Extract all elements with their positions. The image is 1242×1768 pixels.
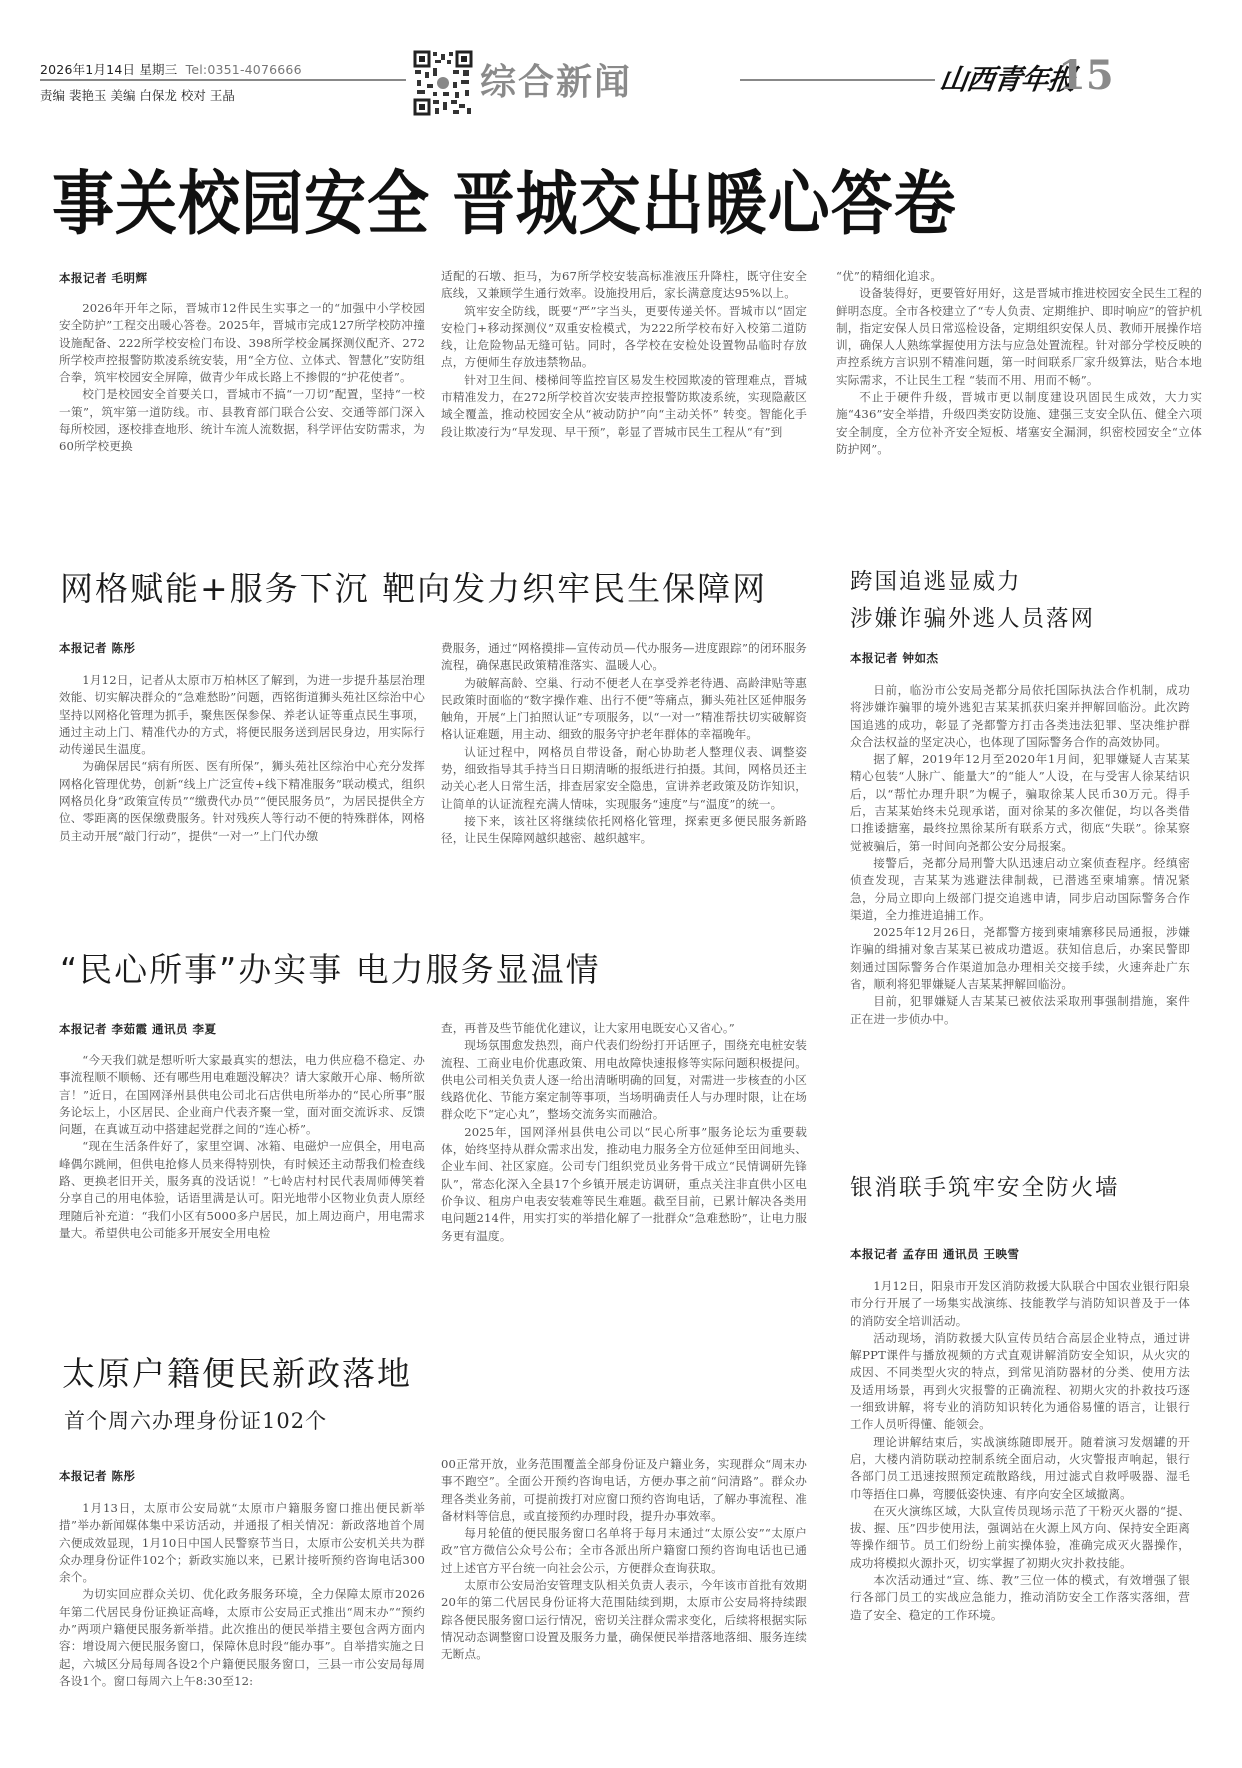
paragraph: 本次活动通过“宣、练、教”三位一体的模式，有效增强了银行各部门员工的实战应急能力，推动消防安全工作落实落细，营造了安全、稳定的工作环境。 <box>850 1573 1190 1622</box>
article-headline-campus-safety: 事关校园安全 晋城交出暖心答卷 <box>52 162 957 245</box>
paragraph: 校门是校园安全首要关口，晋城市不搞“一刀切”配置，坚持“一校一策”，筑牢第一道防线。市、县教育部门联合公安、交通等部门深入每所校园，逐校排查地形、统计车流人流数据，科学评估安防需求，为60所学校更换 <box>59 387 425 454</box>
article-column <box>59 672 425 845</box>
paragraph: 2026年开年之际，晋城市12件民生实事之一的“加强中小学校园安全防护”工程交出暖心答卷。2025年，晋城市完成127所学校防冲撞设施配备、222所学校安检门布设、398所学校金属探测仪配齐、272所学校声控报警防欺凌系统安装，用“全方位、立体式、智慧化”安防组合拳，筑牢校园安全屏障，做青少年成长路上不掺假的“护花使者”。 <box>59 301 425 385</box>
paragraph: 设备装得好，更要管好用好，这是晋城市推进校园安全民生工程的鲜明态度。全市各校建立了“专人负责、定期维护、即时响应”的管护机制，指定安保人员日常巡检设备，定期组织安保人员、教师开展操作培训，确保人人熟练掌握使用方法与应急处置流程。针对部分学校反映的声控系统方言识别不精准问题，第一时间联系厂家升级算法，贴合本地实际需求，不让民生工程 “装而不用、用而不畅”。 <box>836 286 1202 387</box>
issue-date-text: 2026年1月14日 星期三 <box>40 62 178 77</box>
article-headline-bank-fire-safety: 银消联手筑牢安全防火墙 <box>850 1175 1120 1201</box>
byline-electric-service: 本报记者 李茹霞 通讯员 李夏 <box>59 1022 217 1036</box>
headline-line: 涉嫌诈骗外逃人员落网 <box>850 606 1096 632</box>
masthead-rule-left <box>40 79 406 81</box>
article-column <box>441 640 807 848</box>
paragraph: 1月12日，阳泉市开发区消防救援大队联合中国农业银行阳泉市分行开展了一场集实战演练、技能教学与消防知识普及于一体的消防安全培训活动。 <box>850 1279 1190 1328</box>
paragraph: 现场氛围愈发热烈，商户代表们纷纷打开话匣子，围绕充电桩安装流程、工商业电价优惠政策、用电故障快速报修等实际问题积极提问。供电公司相关负责人逐一给出清晰明确的回复，对需进一步核查的小区线路优化、节能方案定制等事项，当场明确责任人与办理时限，让在场群众吃下“定心丸”，整场交流务实而融洽。 <box>441 1038 807 1122</box>
byline-household-registration: 本报记者 陈彤 <box>59 1469 136 1483</box>
paragraph: 理论讲解结束后，实战演练随即展开。随着演习发烟罐的开启，大楼内消防联动控制系统全面启动，火灾警报声响起，银行各部门员工迅速按照预定疏散路线，用过滤式自救呼吸器、湿毛巾等捂住口鼻，弯腰低姿快速、有序向安全区域撤离。 <box>850 1434 1190 1501</box>
byline-bank-fire-safety: 本报记者 孟存田 通讯员 王映雪 <box>850 1247 1020 1261</box>
article-headline-household-registration: 太原户籍便民新政落地 <box>62 1354 412 1393</box>
article-column <box>441 1020 807 1245</box>
byline-grid-service: 本报记者 陈彤 <box>59 641 136 655</box>
paragraph: 适配的石墩、拒马，为67所学校安装高标准液压升降柱，既守住安全底线，又兼顾学生通行效率。设施投用后，家长满意度达95%以上。 <box>441 269 807 301</box>
paragraph: 接警后，尧都分局刑警大队迅速启动立案侦查程序。经缜密侦查发现，吉某某为逃避法律制裁，已潜逃至柬埔寨。情况紧急，分局立即向上级部门提交追逃申请，同步启动国际警务合作渠道，全力推进追捕工作。 <box>850 855 1190 922</box>
article-column <box>836 268 1202 458</box>
article-column <box>441 1456 807 1664</box>
paragraph: 2025年12月26日，尧都警方接到柬埔寨移民局通报，涉嫌诈骗的缉捕对象吉某某已被成功遣返。获知信息后，办案民警即刻通过国际警务合作渠道加急办理相关交接手续，火速奔赴广东省，顺利将犯罪嫌疑人吉某某押解回临汾。 <box>850 925 1190 992</box>
paragraph: 日前，临汾市公安局尧都分局依托国际执法合作机制，成功将涉嫌诈骗罪的境外逃犯吉某某抓获归案并押解回临汾。此次跨国追逃的成功，彰显了尧都警方打击各类违法犯罪、坚决维护群众合法权益的坚定决心，也体现了国际警务合作的高效协同。 <box>850 683 1190 749</box>
paragraph: 1月12日，记者从太原市万柏林区了解到，为进一步提升基层治理效能、切实解决群众的“急难愁盼”问题，西铭街道狮头苑社区综治中心坚持以网格化管理为抓手，聚焦医保参保、养老认证等重点民生事项，通过主动上门、精准代办的方式，将便民服务送到居民身边，用实际行动传递民生温度。 <box>59 673 425 757</box>
paragraph: 2025年，国网泽州县供电公司以“民心所事”服务论坛为重要载体，始终坚持从群众需求出发，推动电力服务全方位延伸至田间地头、企业车间、社区家庭。公司专门组织党员业务骨干成立“民情调研先锋队”，常态化深入全县17个乡镇开展走访调研，重点关注非直供小区电价争议、租房户电表安装难等民生难题。截至目前，已累计解决各类用电问题214件，用实打实的举措化解了一批群众“急难愁盼”，让电力服务更有温度。 <box>441 1124 807 1243</box>
phone-number: Tel:0351-4076666 <box>185 62 302 77</box>
paragraph: 查，再普及些节能优化建议，让大家用电既安心又省心。” <box>441 1021 735 1035</box>
article-headline-electric-service: “民心所事”办实事 电力服务显温情 <box>60 950 601 989</box>
article-subheadline: 首个周六办理身份证102个 <box>64 1409 328 1433</box>
paragraph: “优”的精细化追求。 <box>836 269 943 283</box>
editor-credits: 责编 裴艳玉 美编 白保龙 校对 王晶 <box>40 88 235 103</box>
paragraph: 为确保居民“病有所医、医有所保”，狮头苑社区综治中心充分发挥网格化管理优势，创新“线上广泛宣传+线下精准服务”联动模式，组织网格员化身“政策宣传员”“缴费代办员”“便民服务员”，为居民提供全方位、零距离的医保缴费服务。针对残疾人等行动不便的特殊群体，网格员主动开展“敲门行动”，提供“一对一”上门代办缴 <box>59 759 425 843</box>
article-headline-cross-border-fugitive <box>850 564 1095 638</box>
paragraph: 目前，犯罪嫌疑人吉某某已被依法采取刑事强制措施，案件正在进一步侦办中。 <box>850 994 1190 1026</box>
masthead-rule-right <box>740 79 935 81</box>
byline-cross-border-fugitive: 本报记者 钟如杰 <box>850 651 939 665</box>
paragraph: 每月轮值的便民服务窗口名单将于每月末通过“太原公安”“太原户政”官方微信公众号公布；全市各派出所户籍窗口预约咨询电话也已通过上述官方平台统一向社会公示，方便群众查询获取。 <box>441 1526 807 1575</box>
paragraph: 不止于硬件升级，晋城市更以制度建设巩固民生成效，大力实施“436”安全举措，升级四类安防设施、建强三支安全队伍、健全六项安全制度，全方位补齐安全短板、堵塞安全漏洞，织密校园安全“立体防护网”。 <box>836 390 1202 456</box>
qr-code-icon[interactable] <box>413 48 473 118</box>
article-column <box>59 300 425 456</box>
article-column <box>59 1500 425 1690</box>
paragraph: “现在生活条件好了，家里空调、冰箱、电磁炉一应俱全，用电高峰偶尔跳闸，但供电抢修人员来得特别快，有时候还主动帮我们检查线路、更换老旧开关，服务真的没话说！”七岭店村村民代表周师傅笑着分享自己的用电体验，话语里满是认可。阳光地带小区物业负责人原经理随后补充道：“我们小区有5000多户居民，加上周边商户，用电需求量大。希望供电公司能多开展安全用电检 <box>59 1139 425 1240</box>
newspaper-logo: 山西青年报 <box>937 63 1078 96</box>
paragraph: 为破解高龄、空巢、行动不便老人在享受养老待遇、高龄津贴等惠民政策时面临的“数字操作难、出行不便”等痛点，狮头苑社区延伸服务触角，开展“上门拍照认证”专项服务，以“一对一”精准帮扶切实破解资格认证难题，用主动、细致的服务守护老年群体的幸福晚年。 <box>441 675 807 742</box>
paragraph: 在灭火演练区域，大队宣传员现场示范了干粉灭火器的“提、拔、握、压”四步使用法，强调站在火源上风方向、保持安全距离等操作细节。员工们纷纷上前实操体验，准确完成灭火器操作，成功将模拟火源扑灭，切实掌握了初期火灾扑救技能。 <box>850 1503 1190 1570</box>
article-headline-grid-service: 网格赋能+服务下沉 靶向发力织牢民生保障网 <box>60 569 768 608</box>
article-column <box>59 1052 425 1242</box>
byline-campus-safety: 本报记者 毛明辉 <box>59 271 148 285</box>
paragraph: 认证过程中，网格员自带设备，耐心协助老人整理仪表、调整姿势，细致指导其手持当日日期清晰的报纸进行拍摄。其间，网格员还主动关心老人日常生活，排查居家安全隐患，宣讲养老政策及防诈知识，让简单的认证流程充满人情味，实现服务“速度”与“温度”的统一。 <box>441 744 807 811</box>
paragraph: 针对卫生间、楼梯间等监控盲区易发生校园欺凌的管理难点，晋城市精准发力，在272所学校首次安装声控报警防欺凌系统，实现隐蔽区域全覆盖，推动校园安全从“被动防护”向“主动关怀” 转变。智能化手段让欺凌行为“早发现、早干预”，彰显了晋城市民生工程从“有”到 <box>441 372 807 439</box>
paragraph: 接下来，该社区将继续依托网格化管理，探索更多便民服务新路径，让民生保障网越织越密、越织越牢。 <box>441 813 807 846</box>
paragraph: 为切实回应群众关切、优化政务服务环境，全力保障太原市2026年第二代居民身份证换证高峰，太原市公安局正式推出“周末办”“预约办”两项户籍便民服务新举措。此次推出的便民举措主要包含两方面内容：增设周六便民服务窗口，保障休息时段“能办事”。自举措实施之日起，六城区分局每周各设2个户籍便民服务窗口，三县一市公安局每周各设1个。窗口每周六上午8:30至12: <box>59 1587 425 1688</box>
section-title: 综合新闻 <box>480 61 633 103</box>
article-column <box>850 1278 1190 1624</box>
paragraph: 活动现场，消防救援大队宣传员结合高层企业特点，通过讲解PPT课件与播放视频的方式直观讲解消防安全知识，从火灾的成因、不同类型火灾的特点，到常见消防器材的分类、使用方法及适用场景，再到火灾报警的正确流程、初期火灾的扑救技巧逐一细致讲解，将专业的消防知识转化为通俗易懂的语言，让银行工作人员听得懂、能领会。 <box>850 1330 1190 1432</box>
page-number: 15 <box>1058 52 1114 99</box>
paragraph: “今天我们就是想听听大家最真实的想法，电力供应稳不稳定、办事流程顺不顺畅、还有哪些用电难题没解决？请大家敞开心扉、畅所欲言！”近日，在国网泽州县供电公司北石店供电所举办的“民心所事”服务论坛上，小区居民、企业商户代表齐聚一堂，面对面交流诉求、反馈问题，在真诚互动中搭建起党群之间的“连心桥”。 <box>59 1053 425 1137</box>
article-column <box>850 682 1190 1028</box>
paragraph: 据了解，2019年12月至2020年1月间，犯罪嫌疑人吉某某精心包装“人脉广、能量大”的“能人”人设，在与受害人徐某结识后，以“帮忙办理升职”为幌子，骗取徐某人民币30万元。得手后，吉某某始终未兑现承诺，面对徐某的多次催促，均以各类借口推诿搪塞，最终拉黑徐某所有联系方式，彻底“失联”。徐某察觉被骗后，第一时间向尧都公安分局报案。 <box>850 752 1190 853</box>
paragraph: 费服务，通过“网格摸排—宣传动员—代办服务—进度跟踪”的闭环服务流程，确保惠民政策精准落实、温暖人心。 <box>441 641 807 673</box>
paragraph: 00正常开放，业务范围覆盖全部身份证及户籍业务，实现群众“周末办事不跑空”。全面公开预约咨询电话，方便办事之前“问清路”。群众办理各类业务前，可提前拨打对应窗口预约咨询电话，了解办事流程、准备材料等信息，或直接预约办理时段，提升办事效率。 <box>441 1457 807 1523</box>
paragraph: 1月13日，太原市公安局就“太原市户籍服务窗口推出便民新举措”举办新闻媒体集中采访活动，并通报了相关情况：新政落地首个周六便成效显现，1月10日中国人民警察节当日，太原市公安机关共为群众办理身份证件102个；新政实施以来，已累计接听预约咨询电话300余个。 <box>59 1501 425 1585</box>
headline-line: 跨国追逃显威力 <box>850 569 1022 595</box>
paragraph: 太原市公安局治安管理支队相关负责人表示，今年该市首批有效期20年的第二代居民身份证将大范围陆续到期，太原市公安局将持续跟踪各便民服务窗口运行情况，密切关注群众需求变化，后续将根据实际情况动态调整窗口设置及服务力量，确保便民举措落地落细、服务连续无断点。 <box>441 1578 807 1662</box>
issue-date <box>40 60 302 78</box>
article-column <box>441 268 807 441</box>
paragraph: 筑牢安全防线，既要“严”字当头，更要传递关怀。晋城市以“固定安检门+移动探测仪”双重安检模式，为222所学校布好入校第二道防线，让危险物品无缝可钻。同时，各学校在安检处设置物品临时存放点，方便师生存放违禁物品。 <box>441 303 807 370</box>
